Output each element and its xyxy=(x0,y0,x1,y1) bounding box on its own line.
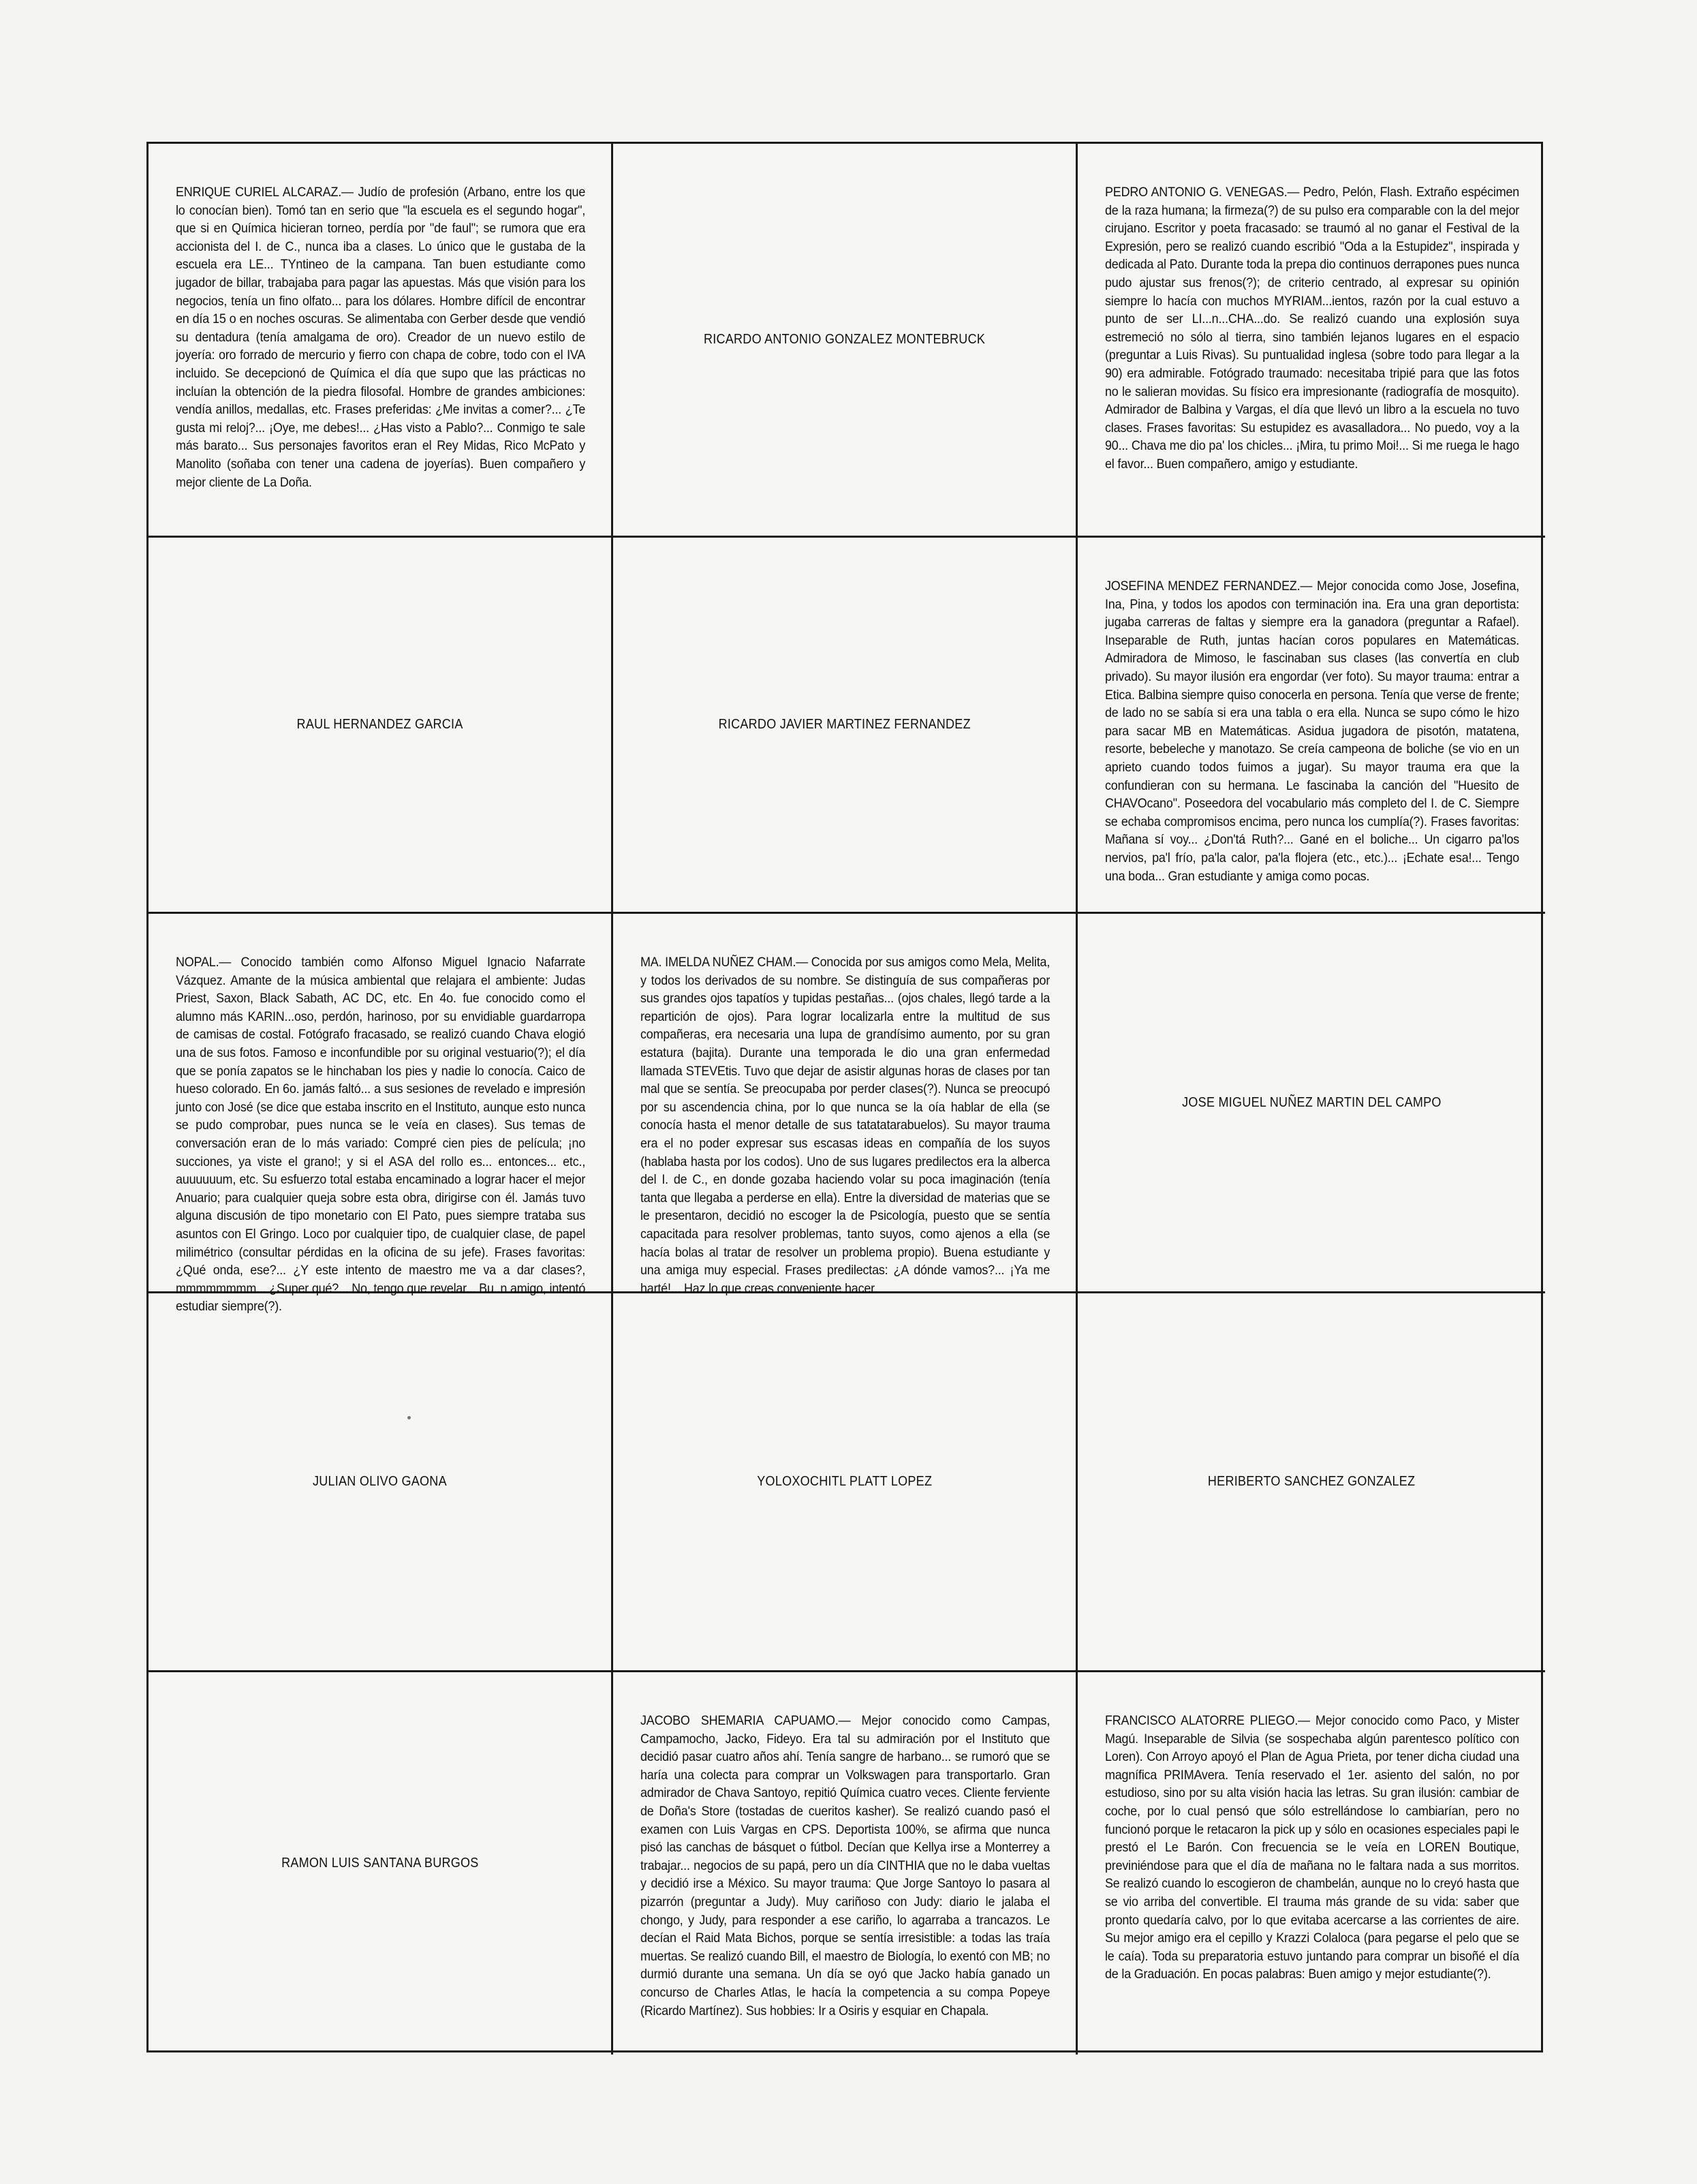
yearbook-grid xyxy=(146,142,1543,2052)
bio-text: NOPAL.— Conocido también como Alfonso Miguel Ignacio Nafarrate Vázquez. Amante de la música ambiental que relajara el ambiente: Judas Priest, Saxon, Black Sabath, AC DC, etc. En 4o. fue conocido como el alumno más KARIN...oso, perdón, harinoso, por su envidiable guardarropa de camisas de costal. Fotógrafo fracasado, se realizó cuando Chava elogió una de sus fotos. Famoso e inconfundible por su original vestuario(?); el día que se ponía zapatos se le hinchaban los pies y nadie lo conocía. Caico de hueso colorado. En 6o. jamás faltó... a sus sesiones de revelado e impresión junto con José (se dice que estaba inscrito en el Instituto, aunque esto nunca se pudo comprobar, pues nunca se le veía en clases). Sus temas de conversación eran de lo más variado: Compré cien pies de película; ¡no succiones, ya viste el grano!; y si el ASA del rollo es... entonces... etc., auuuuuum, etc. Su esfuerzo total estaba encaminado a lograr hacer el mejor Anuario; para cualquier queja sobre esta obra, dirigirse con él. Jamás tuvo alguna discusión de tipo monetario con El Pato, pues siempre trataba sus asuntos con El Gringo. Loco por cualquier tipo, de cualquier clase, de papel milimétrico (consultar pérdidas en la oficina de su jefe). Frases favoritas: ¿Qué onda, ese?... ¿Y este intento de maestro me va a dar clases?, mmmmmmmm... ¿Super qué?... No, tengo que revelar... Bu..n amigo, intentó estudiar siempre(?). xyxy=(176,955,586,1314)
name-cell-yoloxochitl-platt xyxy=(613,1293,1078,1672)
bio-cell-pedro-venegas xyxy=(1078,144,1545,538)
bio-text: JOSEFINA MENDEZ FERNANDEZ.— Mejor conocida como Jose, Josefina, Ina, Pina, y todos los apodos con terminación ina. Era una gran deportista: jugaba carreras de faltas y siempre era la ganadora (preguntar a Rafael). Inseparable de Ruth, juntas hacían coros populares en Matemáticas. Admiradora de Mimoso, le fascinaban sus clases (las convertía en club privado). Su mayor ilusión era engordar (ver foto). Su mayor trauma: entrar a Etica. Balbina siempre quiso conocerla en persona. Tenía que verse de frente; de lado no se sabía si era una tabla o era ella. Nunca se supo cómo le hizo para sacar MB en Matemáticas. Asidua jugadora de pisotón, matatena, resorte, bebeleche y manotazo. Se creía campeona de boliche (se vio en un aprieto cuando todos fuimos a jugar). Su mayor trauma era que la confundieran con su hermana. Le fascinaba la canción del "Huesito de CHAVOcano". Poseedora del vocabulario más completo del I. de C. Siempre se echaba compromisos encima, pero nunca los cumplía(?). Frases favoritas: Mañana sí voy... ¿Don'tá Ruth?... Gané en el boliche... Un cigarro pa'los nervios, pa'l frío, pa'la calor, pa'la flojera (etc., etc.)... ¡Echate esa!... Tengo una boda... Gran estudiante y amiga como pocas. xyxy=(1105,579,1520,884)
bio-text: FRANCISCO ALATORRE PLIEGO.— Mejor conocido como Paco, y Mister Magú. Inseparable de Silvia (se sospechaba algún parentesco político con Loren). Con Arroyo apoyó el Plan de Agua Prieta, por tener dicha ciudad una magnífica PRIMAvera. Tenía reservado el 1er. asiento del salón, no por estudioso, sino por su alta visión hacia las letras. Su gran ilusión: cambiar de coche, por lo cual pensó que sólo estrellándose lo cambiarían, pero no funcionó porque le retacaron la pick up y sólo en ocasiones especiales papi le prestó el Le Barón. Con frecuencia se le veía en LOREN Boutique, previniéndose para que el día de mañana no le faltara nada a sus morritos. Se realizó cuando lo escogieron de chambelán, aunque no lo creyó hasta que se vio arriba del convertible. El trauma más grande de su vida: saber que pronto quedaría calvo, por lo que evitaba acercarse a las corrientes de aire. Su mejor amigo era el cepillo y Krazzi Colaloca (para pegarse el pelo que se le caía). Toda su preparatoria estuvo juntando para comprar un bisoñé el día de la Graduación. En pocas palabras: Buen amigo y mejor estudiante(?). xyxy=(1105,1713,1520,1982)
name-cell-ricardo-gonzalez xyxy=(613,144,1078,538)
bio-text: ENRIQUE CURIEL ALCARAZ.— Judío de profesión (Arbano, entre los que lo conocían bien). Tomó tan en serio que "la escuela es el segundo hogar", que si en Química hicieran torneo, perdía por "de faul"; se rumora que era accionista del I. de C., nunca iba a clases. Lo único que le gustaba de la escuela era LE... TYntineo de la campana. Tan buen estudiante como jugador de billar, trabajaba para pagar las apuestas. Más que visión para los negocios, tenía un fino olfato... para los dólares. Hombre difícil de encontrar en día 15 o en noches oscuras. Se alimentaba con Gerber desde que vendió su dentadura (tenía amalgama de oro). Creador de un nuevo estilo de joyería: oro forrado de mercurio y fierro con chapa de cobre, todo con el IVA incluido. Se decepcionó de Química el día que supo que las prácticas no incluían la obtención de la piedra filosofal. Hombre de grandes ambiciones: vendía anillos, medallas, etc. Frases preferidas: ¿Me invitas a comer?... ¿Te gusta mi reloj?... ¡Oye, me debes!... ¿Has visto a Pablo?... Conmigo te sale más barato... Sus personajes favoritos eran el Rey Midas, Rico McPato y Manolito (soñaba con tener una cadena de joyerías). Buen compañero y mejor cliente de La Doña. xyxy=(176,185,586,490)
bio-cell-francisco-alatorre xyxy=(1078,1672,1545,2055)
print-speck xyxy=(407,1416,411,1419)
student-name: RICARDO ANTONIO GONZALEZ MONTEBRUCK xyxy=(703,332,986,347)
name-cell-julian-olivo xyxy=(149,1293,613,1672)
student-name: RAMON LUIS SANTANA BURGOS xyxy=(281,1856,479,1871)
student-name: RAUL HERNANDEZ GARCIA xyxy=(296,717,463,732)
student-name: HERIBERTO SANCHEZ GONZALEZ xyxy=(1207,1474,1416,1489)
bio-text: MA. IMELDA NUÑEZ CHAM.— Conocida por sus amigos como Mela, Melita, y todos los derivados de su nombre. Se distinguía de sus compañeras por sus grandes ojos tapatíos y tupidas pestañas... (ojos chales, llegó tarde a la repartición de ojos). Para lograr localizarla entre la multitud de sus compañeras, era necesaria una lupa de grandísimo aumento, por su gran estatura (bajita). Durante una temporada le dio una gran enfermedad llamada STEVEtis. Tuvo que dejar de asistir algunas horas de clases por tan mal que se sentía. Se preocupaba por perder clases(?). Nunca se preocupó por su ascendencia china, por lo que nunca se la oía hablar de ella (se conocía hasta el menor detalle de sus tatatatarabuelos). Su mayor trauma era el no poder expresar sus escasas ideas en compañía de los suyos (hablaba hasta por los codos). Uno de sus lugares predilectos era la alberca del I. de C., en donde gozaba haciendo volar su poca imaginación (tenía tanta que llegaba a perderse en ella). Entre la diversidad de materias que se le presentaron, decidió no escoger la de Psicología, puesto que se sentía capacitada para resolver problemas, tanto suyos, como ajenos a ella (se hacía bolas al tratar de resolver un problema propio). Buena estudiante y una amiga muy especial. Frases predilectas: ¿A dónde vamos?... ¡Ya me harté!... Haz lo que creas conveniente hacer. xyxy=(640,955,1050,1296)
bio-cell-imelda-nunez xyxy=(613,914,1078,1296)
student-name: YOLOXOCHITL PLATT LOPEZ xyxy=(757,1474,932,1489)
bio-cell-enrique-curiel xyxy=(149,144,613,538)
name-cell-raul-hernandez xyxy=(149,538,613,914)
name-cell-jose-miguel-nunez xyxy=(1078,914,1545,1293)
name-cell-ramon-santana xyxy=(149,1672,613,2055)
bio-cell-jacobo-shemaria xyxy=(613,1672,1078,2055)
name-cell-ricardo-martinez xyxy=(613,538,1078,914)
student-name: JOSE MIGUEL NUÑEZ MARTIN DEL CAMPO xyxy=(1181,1094,1442,1110)
student-name: JULIAN OLIVO GAONA xyxy=(313,1474,447,1489)
bio-text: PEDRO ANTONIO G. VENEGAS.— Pedro, Pelón, Flash. Extraño espécimen de la raza humana; la firmeza(?) de su pulso era comparable con la del mejor cirujano. Escritor y poeta fracasado: se traumó al no ganar el Festival de la Expresión, pero se realizó cuando escribió "Oda a la Estupidez", inspirada y dedicada al Pato. Durante toda la prepa dio continuos derrapones pues nunca pudo ajustar sus frenos(?); de criterio centrado, al expresar su opinión siempre lo hacía con muchos MYRIAM...ientos, razón por la cual estuvo a punto de ser LI...n...CHA...do. Se realizó cuando una explosión suya estremeció no sólo al tierra, sino también lejanos lugares en el espacio (preguntar a Luis Rivas). Su puntualidad inglesa (sobre todo para llegar a la 90) era admirable. Fotógrado traumado: necesitaba tripié para que las fotos no le salieran movidas. Su físico era impresionante (radiografía de mosquito). Admirador de Balbina y Vargas, el día que llevó un libro a la escuela no tuvo clases. Frases favoritas: Su estupidez es avasalladora... No puedo, voy a la 90... Chava me dio pa' los chicles... ¡Mira, tu primo Moi!... Si me ruega le hago el favor... Buen compañero, amigo y estudiante. xyxy=(1105,185,1520,472)
name-cell-heriberto-sanchez xyxy=(1078,1293,1545,1672)
bio-text: JACOBO SHEMARIA CAPUAMO.— Mejor conocido como Campas, Campamocho, Jacko, Fideyo. Era tal su admiración por el Instituto que decidió pasar cuatro años ahí. Tenía sangre de harbano... se rumoró que se haría una colecta para comprar un Volkswagen para transportarlo. Gran admirador de Chava Santoyo, repitió Química cuatro veces. Cliente ferviente de Doña's Store (tostadas de cueritos kasher). Se realizó cuando pasó el examen con Luis Vargas en CPS. Deportista 100%, se afirma que nunca pisó las canchas de básquet o fútbol. Decían que Kellya irse a Monterrey a trabajar... negocios de su papá, pero un día CINTHIA que no le daba vueltas y decidió irse a México. Su mayor trauma: Que Jorge Santoyo lo pasara al pizarrón (preguntar a Judy). Muy cariñoso con Judy: diario le jalaba el chongo, y Judy, para responder a ese cariño, lo agarraba a trancazos. Le decían el Raid Mata Bichos, porque se sentía irresistible: a todas las traía muertas. Se realizó cuando Bill, el maestro de Biología, lo exentó con MB; no durmió durante una semana. Un día se oyó que Jacko había ganado un concurso de Charles Atlas, le hacía la competencia a su compa Popeye (Ricardo Martínez). Sus hobbies: Ir a Osiris y esquiar en Chapala. xyxy=(640,1713,1050,2018)
bio-cell-josefina-mendez xyxy=(1078,538,1545,914)
student-name: RICARDO JAVIER MARTINEZ FERNANDEZ xyxy=(718,717,971,732)
bio-cell-nopal xyxy=(149,914,613,1314)
